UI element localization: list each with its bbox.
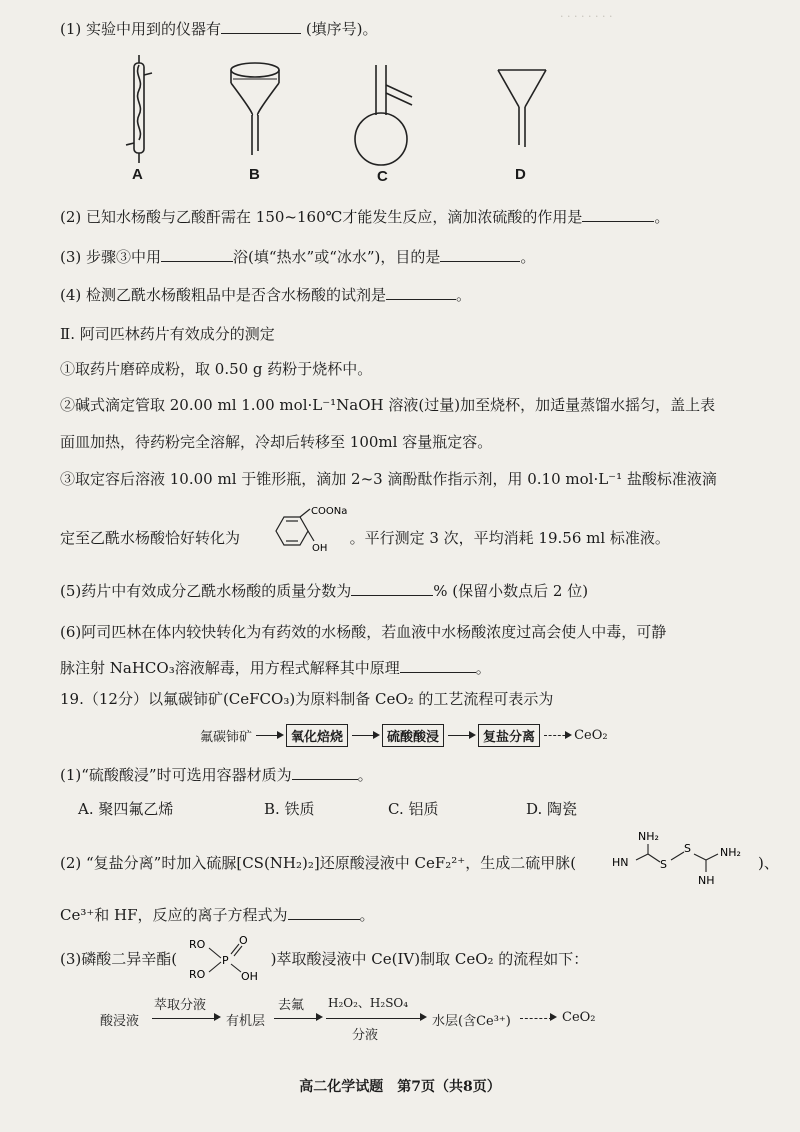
question-19-1: (1)“硫酸酸浸”时可选用容器材质为 。 — [60, 766, 373, 784]
option-a: A. 聚四氟乙烯 — [78, 800, 174, 818]
flask-c-icon — [355, 65, 412, 165]
svg-text:RO: RO — [189, 968, 206, 981]
step-2-line1: ②碱式滴定管取 20.00 ml 1.00 mol·L⁻¹NaOH 溶液(过量)加至烧杯，加适量蒸馏水摇匀，盖上表 — [60, 396, 716, 414]
apparatus-figure — [100, 55, 580, 170]
part2-title: Ⅱ. 阿司匹林药片有效成分的测定 — [60, 325, 275, 343]
question-3: (3) 步骤③中用 浴(填“热水”或“冰水”)，目的是 。 — [60, 248, 536, 266]
bleed-through: · · · · · · · · — [560, 10, 613, 23]
apparatus-label-a: A — [132, 166, 143, 183]
option-c: C. 铝质 — [388, 800, 439, 818]
svg-text:NH₂: NH₂ — [720, 846, 741, 859]
step-2-line2: 面皿加热，待药粉完全溶解，冷却后转移至 100ml 容量瓶定容。 — [60, 433, 493, 451]
option-d: D. 陶瓷 — [526, 800, 578, 818]
process-flow-1: 氟碳铈矿 氧化焙烧 硫酸酸浸 复盐分离 CeO₂ — [200, 724, 608, 747]
apparatus-label-d: D — [515, 166, 526, 183]
question-1: (1) 实验中用到的仪器有 (填序号)。 — [60, 20, 378, 38]
condenser-icon — [126, 55, 152, 163]
svg-text:OH: OH — [241, 970, 258, 983]
step-3-line2: 定至乙酰水杨酸恰好转化为 。平行测定 3 次，平均消耗 19.56 ml 标准液。 — [60, 529, 670, 547]
question-19-title: 19.（12分）以氟碳铈矿(CeFCO₃)为原料制备 CeO₂ 的工艺流程可表示为 — [60, 690, 554, 708]
apparatus-label-b: B — [249, 166, 260, 183]
question-19-2-close: )、 — [758, 854, 779, 872]
process-flow-2: 酸浸液 萃取分液 有机层 去氟 H₂O₂、H₂SO₄ 分液 水层(含Ce³⁺) CeO₂ — [100, 996, 596, 1043]
svg-text:O: O — [239, 934, 248, 947]
question-5: (5)药片中有效成分乙酰水杨酸的质量分数为 % (保留小数点后 2 位) — [60, 582, 589, 600]
svg-text:COONa: COONa — [311, 506, 348, 517]
dithiobisformamidine-structure — [596, 822, 766, 892]
apparatus-label-c: C — [377, 168, 388, 185]
question-19-3: (3)磷酸二异辛酯( )萃取酸浸液中 Ce(IV)制取 CeO₂ 的流程如下： — [60, 950, 589, 968]
question-19-2-line2: Ce³⁺和 HF，反应的离子方程式为 。 — [60, 906, 375, 924]
svg-text:P: P — [222, 954, 229, 967]
svg-text:OH: OH — [312, 543, 328, 554]
question-2: (2) 已知水杨酸与乙酸酐需在 150~160℃才能发生反应，滴加浓硫酸的作用是 。 — [60, 208, 670, 226]
svg-text:S: S — [684, 842, 691, 855]
step-3-line1: ③取定容后溶液 10.00 ml 于锥形瓶，滴加 2~3 滴酚酞作指示剂，用 0.10 mol·L⁻¹ 盐酸标准液滴 — [60, 470, 717, 488]
step-1: ①取药片磨碎成粉，取 0.50 g 药粉于烧杯中。 — [60, 360, 373, 378]
question-4: (4) 检测乙酰水杨酸粗品中是否含水杨酸的试剂是 。 — [60, 286, 472, 304]
svg-text:RO: RO — [189, 938, 206, 951]
funnel-b-icon — [231, 63, 279, 155]
svg-text:HN: HN — [612, 856, 629, 869]
sodium-salicylate-structure — [262, 503, 362, 561]
phosphate-diester-structure — [183, 932, 271, 986]
svg-text:NH: NH — [698, 874, 715, 887]
funnel-d-icon — [498, 70, 546, 147]
question-19-2-line1: (2) “复盐分离”时加入硫脲[CS(NH₂)₂]还原酸浸液中 CeF₂²⁺，生成二硫甲脒( — [60, 854, 577, 872]
page-footer: 高二化学试题 第7页（共8页） — [299, 1079, 501, 1095]
svg-text:S: S — [660, 858, 667, 871]
svg-text:NH₂: NH₂ — [638, 830, 659, 843]
option-b: B. 铁质 — [264, 800, 315, 818]
question-6-line2: 脉注射 NaHCO₃溶液解毒，用方程式解释其中原理 。 — [60, 659, 491, 677]
question-6-line1: (6)阿司匹林在体内较快转化为有药效的水杨酸，若血液中水杨酸浓度过高会使人中毒，可静 — [60, 623, 667, 641]
